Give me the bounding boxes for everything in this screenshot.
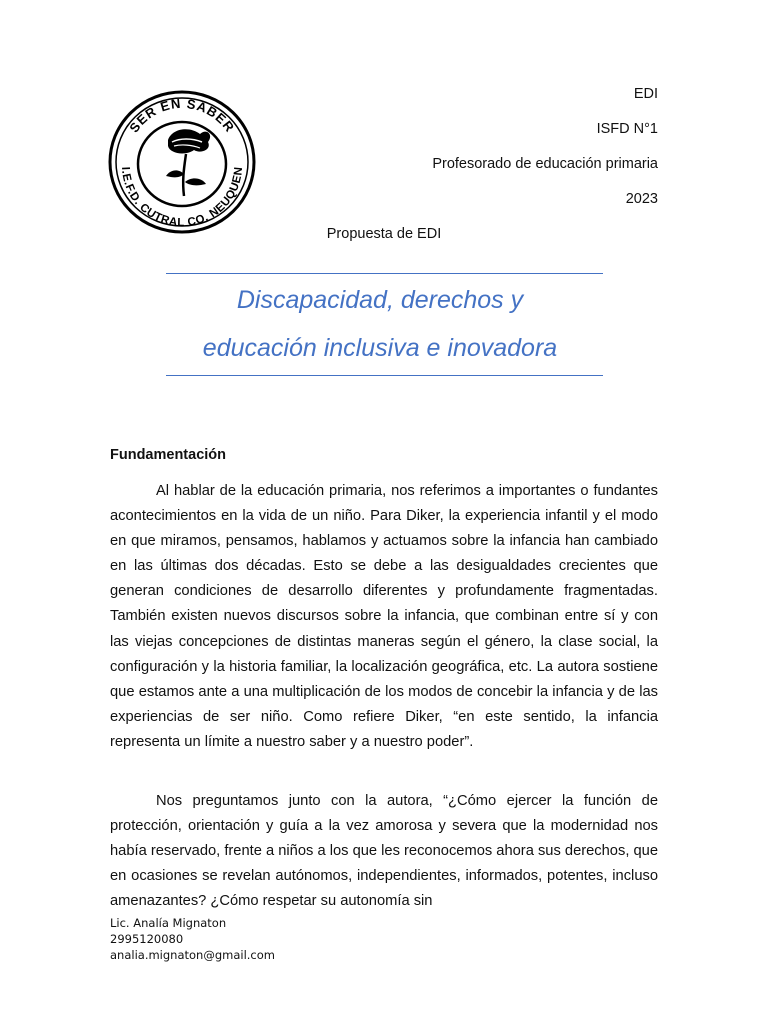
header-year: 2023: [625, 191, 658, 207]
author-email: analia.mignaton@gmail.com: [110, 948, 275, 962]
document-title-line1: Discapacidad, derechos y: [236, 286, 524, 314]
school-seal-logo: [108, 88, 256, 236]
author-phone: 2995120080: [110, 932, 184, 946]
header-program: Profesorado de educación primaria: [432, 156, 658, 172]
seal-text-bottom: I.E.F.D. CUTRAL CO. NEUQUEN: [118, 166, 246, 230]
body-paragraph-2: Nos preguntamos junto con la autora, “¿Cómo ejercer la función de protección, orientación y guía a la vez amorosa y severa que la modernidad nos había reservado, frente a niños a los que les reconocemos ahora sus derechos, que en ocasiones se revelan autónomos, independientes, informados, potentes, incluso amenazantes? ¿Cómo respetar su autonomía sin: [110, 793, 658, 910]
body-paragraph-1: Al hablar de la educación primaria, nos referimos a importantes o fundantes acontecimientos en la vida de un niño. Para Diker, la experiencia infantil y el modo en que miramos, pensamos, hablamos y actuamos sobre la infancia han cambiado en las últimas dos décadas. Esto se debe a las desigualdades crecientes que generan condiciones de desarrollo diferentes y profundamente fragmentadas. También existen nuevos discursos sobre la infancia, que combinan entre sí y con las viejas concepciones de distintas maneras según el género, la clase social, la configuración y la historia familiar, la localización geográfica, etc. La autora sostiene que estamos ante a una multiplicación de los modos de concebir la infancia y de las experiencias de ser niño. Como refiere Diker, “en este sentido, la infancia representa un límite a nuestro saber y a nuestro poder”.: [110, 483, 658, 750]
author-name: Lic. Analía Mignaton: [110, 916, 227, 930]
author-footer: [110, 915, 275, 963]
title-rule-bottom: [166, 375, 603, 376]
section-heading: Fundamentación: [110, 447, 227, 463]
header-institution: ISFD N°1: [596, 121, 658, 137]
flower-icon: [166, 129, 210, 196]
seal-text-top: SER EN SABER: [126, 95, 238, 136]
title-rule-top: [166, 273, 603, 274]
header-subject: EDI: [633, 86, 658, 102]
proposal-label: Propuesta de EDI: [326, 226, 442, 242]
document-title-line2: educación inclusiva e inovadora: [202, 334, 558, 362]
